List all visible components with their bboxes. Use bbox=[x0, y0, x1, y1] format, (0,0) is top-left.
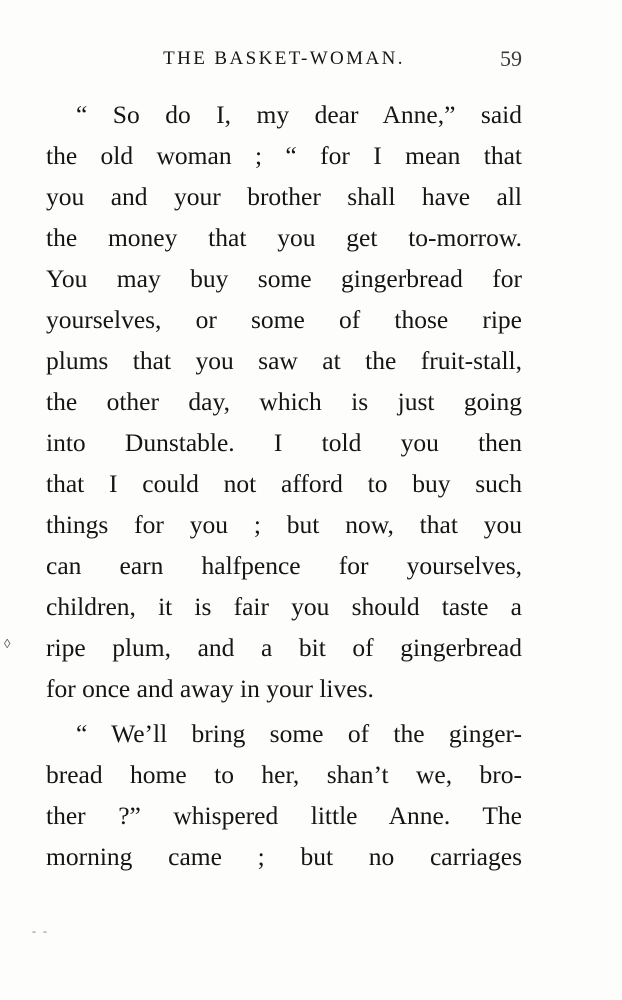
text-line: ther ?” whispered little Anne. The bbox=[46, 801, 522, 830]
text-line: yourselves, or some of those ripe bbox=[46, 305, 522, 334]
text-line: the other day, which is just going bbox=[46, 387, 522, 416]
text-line: ripe plum, and a bit of gingerbread bbox=[46, 633, 522, 662]
text-line: “ So do I, my dear Anne,” said bbox=[76, 100, 522, 129]
running-head bbox=[46, 44, 522, 74]
text-line: “ We’ll bring some of the ginger- bbox=[76, 719, 522, 748]
text-line: things for you ; but now, that you bbox=[46, 510, 522, 539]
text-line: children, it is fair you should taste a bbox=[46, 592, 522, 621]
text-line: can earn halfpence for yourselves, bbox=[46, 551, 522, 580]
text-line: the money that you get to-morrow. bbox=[46, 223, 522, 252]
text-line: You may buy some gingerbread for bbox=[46, 264, 522, 293]
text-line: into Dunstable. I told you then bbox=[46, 428, 522, 457]
text-line: for once and away in your lives. bbox=[46, 674, 374, 703]
page-number: 59 bbox=[500, 46, 522, 71]
text-line: the old woman ; “ for I mean that bbox=[46, 141, 522, 170]
text-line: you and your brother shall have all bbox=[46, 182, 522, 211]
margin-mark: ◊ bbox=[4, 636, 11, 651]
bottom-mark: - - bbox=[32, 924, 49, 938]
text-line: that I could not afford to buy such bbox=[46, 469, 522, 498]
body-text bbox=[46, 94, 522, 877]
text-line: morning came ; but no carriages bbox=[46, 842, 522, 871]
text-line: bread home to her, shan’t we, bro- bbox=[46, 760, 522, 789]
text-line: plums that you saw at the fruit-stall, bbox=[46, 346, 522, 375]
running-title: THE BASKET-WOMAN. bbox=[163, 48, 405, 69]
